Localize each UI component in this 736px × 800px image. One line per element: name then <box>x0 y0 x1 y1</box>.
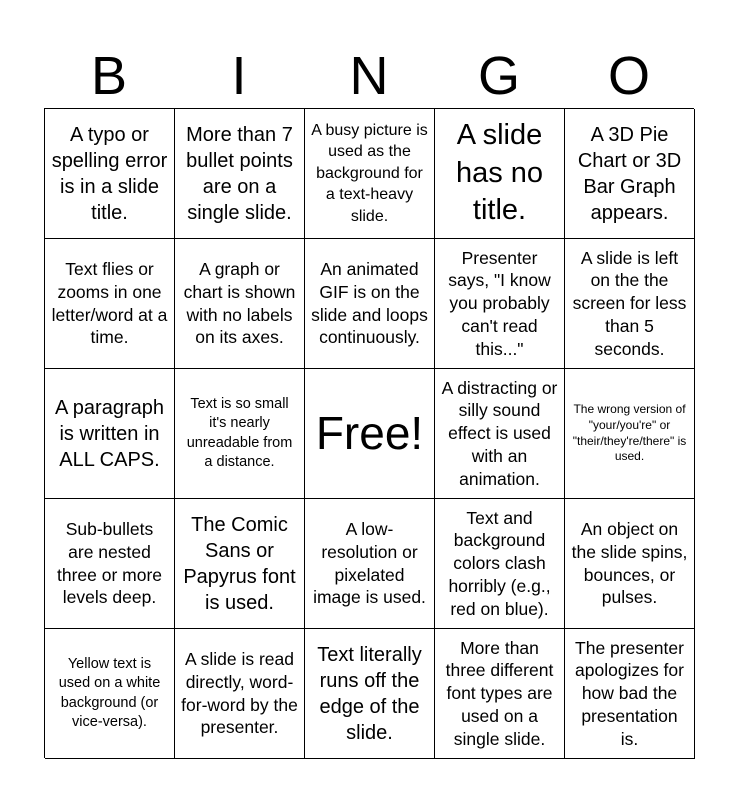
header-letter-i: I <box>231 46 247 106</box>
header-letter-b: B <box>90 46 128 106</box>
bingo-cell[interactable]: A slide has no title. <box>435 109 565 239</box>
bingo-cell[interactable]: More than three different font types are used on a single slide. <box>435 629 565 759</box>
bingo-cell[interactable]: The Comic Sans or Papyrus font is used. <box>175 499 305 629</box>
bingo-header <box>44 46 694 106</box>
bingo-cell[interactable]: Yellow text is used on a white background (or vice-versa). <box>45 629 175 759</box>
bingo-cell[interactable]: A 3D Pie Chart or 3D Bar Graph appears. <box>565 109 695 239</box>
bingo-grid <box>44 108 694 758</box>
bingo-cell[interactable]: The wrong version of "your/you're" or "their/they're/there" is used. <box>565 369 695 499</box>
bingo-cell[interactable]: Text literally runs off the edge of the slide. <box>305 629 435 759</box>
bingo-cell[interactable]: An animated GIF is on the slide and loops continuously. <box>305 239 435 369</box>
bingo-cell[interactable]: Text is so small it's nearly unreadable from a distance. <box>175 369 305 499</box>
header-letter-g: G <box>477 46 520 106</box>
bingo-cell[interactable]: Presenter says, "I know you probably can't read this..." <box>435 239 565 369</box>
bingo-cell[interactable]: A busy picture is used as the background for a text-heavy slide. <box>305 109 435 239</box>
bingo-cell[interactable]: A typo or spelling error is in a slide title. <box>45 109 175 239</box>
bingo-cell[interactable]: A paragraph is written in ALL CAPS. <box>45 369 175 499</box>
free-space-cell[interactable]: Free! <box>305 369 435 499</box>
bingo-cell[interactable]: A slide is left on the the screen for less than 5 seconds. <box>565 239 695 369</box>
header-letter-o: O <box>607 46 650 106</box>
bingo-cell[interactable]: An object on the slide spins, bounces, or pulses. <box>565 499 695 629</box>
bingo-cell[interactable]: A low-resolution or pixelated image is used. <box>305 499 435 629</box>
bingo-cell[interactable]: A distracting or silly sound effect is used with an animation. <box>435 369 565 499</box>
bingo-cell[interactable]: More than 7 bullet points are on a single slide. <box>175 109 305 239</box>
bingo-cell[interactable]: Sub-bullets are nested three or more levels deep. <box>45 499 175 629</box>
bingo-cell[interactable]: Text and background colors clash horribly (e.g., red on blue). <box>435 499 565 629</box>
bingo-cell[interactable]: A graph or chart is shown with no labels on its axes. <box>175 239 305 369</box>
bingo-cell[interactable]: A slide is read directly, word-for-word by the presenter. <box>175 629 305 759</box>
bingo-cell[interactable]: The presenter apologizes for how bad the presentation is. <box>565 629 695 759</box>
bingo-cell[interactable]: Text flies or zooms in one letter/word at a time. <box>45 239 175 369</box>
header-letter-n: N <box>349 46 389 106</box>
